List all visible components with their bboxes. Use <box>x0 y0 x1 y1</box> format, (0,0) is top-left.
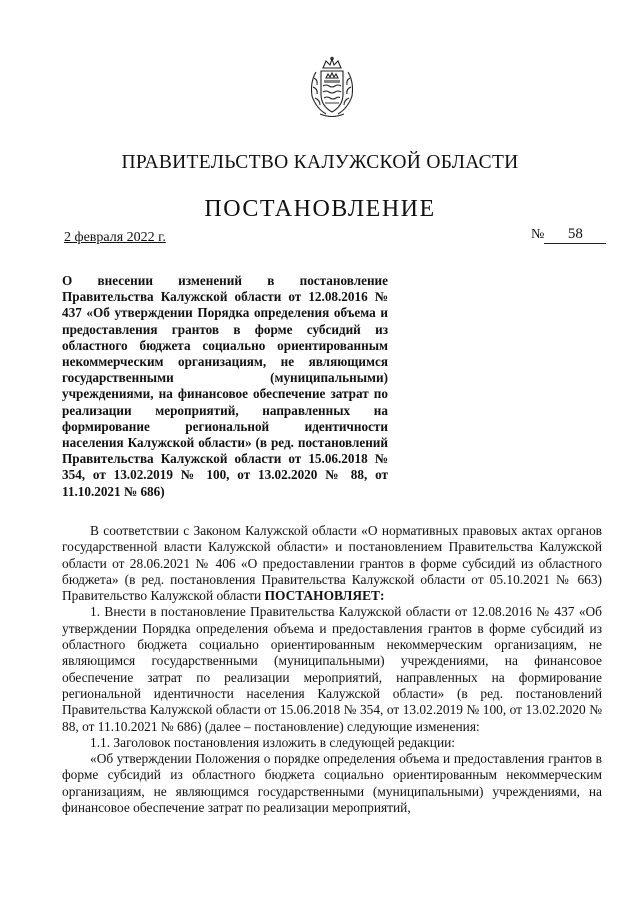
preamble-text: В соответствии с Законом Калужской области «О нормативных правовых актах органов государственной власти Калужской области» и постановлением Правительства Калужской области от 28.06.2021 № 406 «О предоставлении грантов в форме субсидий из областного бюджета» (в ред. постановления Правительства Калужской области от 05.10.2021 № 663) Правительство Калужской области <box>62 523 602 604</box>
item-1-paragraph: 1. Внести в постановление Правительства Калужской области от 12.08.2016 № 437 «Об утверждении Порядка определения объема и предоставления грантов в форме субсидий из областного бюджета социально ориентированным некоммерческим организациям, не являющимся государственными (муниципальными) учреждениями, на финансовое обеспечение затрат по реализации мероприятий, направленных на формирование региональной идентичности населения Калужской области» (в ред. постановлений Правительства Калужской области от 15.06.2018 № 354, от 13.02.2019 № 100, от 13.02.2020 № 88, от 11.10.2021 № 686) (далее – постановление) следующие изменения: <box>62 604 602 734</box>
document-date: 2 февраля 2022 г. <box>64 230 166 245</box>
number-value: 58 <box>544 226 606 244</box>
resolves-word: ПОСТАНОВЛЯЕТ: <box>264 588 385 604</box>
document-type-title: ПОСТАНОВЛЕНИЕ <box>204 196 436 222</box>
document-subject: О внесении изменений в постановление Правительства Калужской области от 12.08.2016 № 437 «Об утверждении Порядка определения объема и предоставления грантов в форме субсидий из областного бюджета социально ориентированным некоммерческим организациям, не являющимся государственными (муниципальными) учреждениями, на финансовое обеспечение затрат по реализации мероприятий, направленных на формирование региональной идентичности населения Калужской области» (в ред. постановлений Правительства Калужской области от 15.06.2018 № 354, от 13.02.2019 № 100, от 13.02.2020 № 88, от 11.10.2021 № 686) <box>62 273 388 499</box>
item-1-1-paragraph: 1.1. Заголовок постановления изложить в следующей редакции: <box>90 734 455 750</box>
document-body <box>62 523 602 816</box>
coat-of-arms-icon <box>306 56 358 120</box>
document-number <box>531 226 606 244</box>
preamble-paragraph <box>62 523 602 604</box>
quote-paragraph: «Об утверждении Положения о порядке определения объема и предоставления грантов в форме субсидий из областного бюджета социально ориентированным некоммерческим организациям, не являющимся государственными (муниципальными) учреждениями, на финансовое обеспечение затрат по реализации мероприятий, <box>62 751 602 816</box>
number-sign: № <box>531 227 545 242</box>
organization-title: ПРАВИТЕЛЬСТВО КАЛУЖСКОЙ ОБЛАСТИ <box>121 152 519 173</box>
